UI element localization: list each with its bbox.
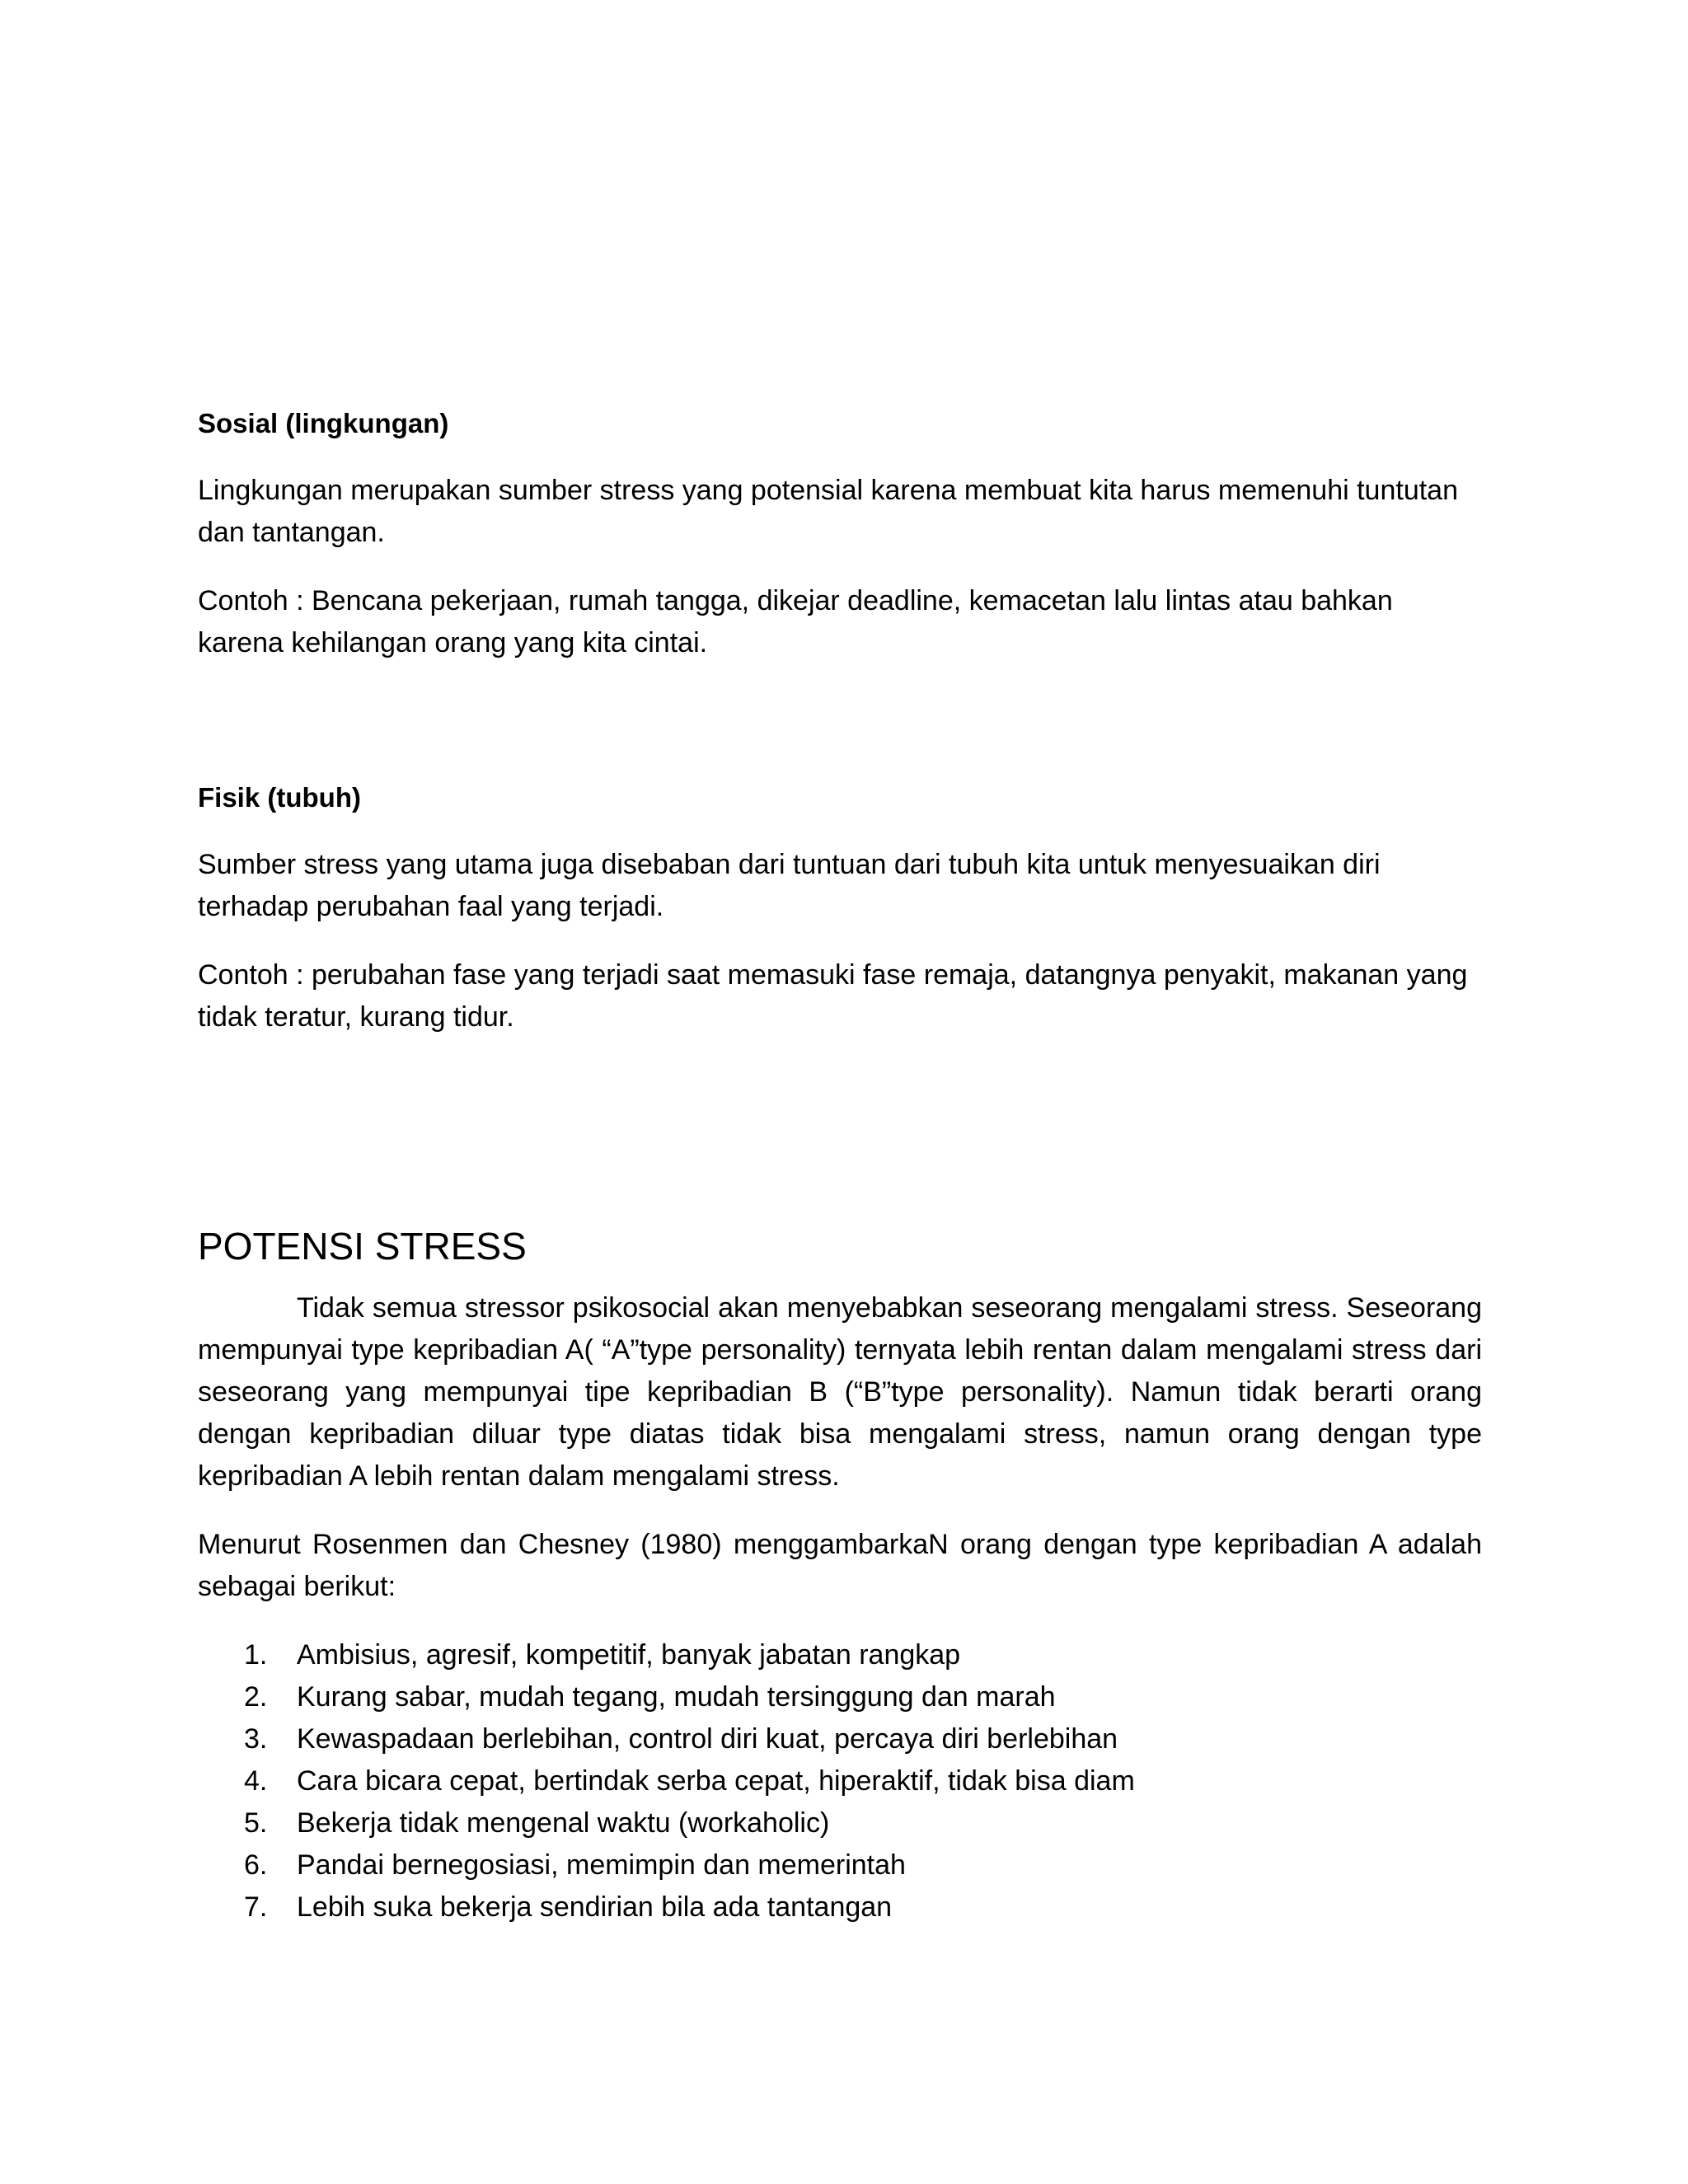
section-fisik [198, 776, 1482, 1038]
list-number: 1. [244, 1639, 268, 1671]
page-heading: POTENSI STRESS [198, 1225, 527, 1268]
type-a-characteristics-list [198, 1634, 1482, 1929]
list-text: Bekerja tidak mengenal waktu (workaholic) [297, 1807, 830, 1839]
section-potensi-stress [198, 1221, 1482, 1929]
paragraph: Tidak semua stressor psikosocial akan menyebabkan seseorang mengalami stress. Seseorang mempunyai type kepribadian A( “A”type personality) ternyata lebih rentan dalam mengalami stress dari seseorang yang mempunyai tipe kepribadian B (“B”type personality). Namun tidak berarti orang dengan kepribadian diluar type diatas tidak bisa mengalami stress, namun orang dengan type kepribadian A lebih rentan dalam mengalami stress. [198, 1292, 1482, 1492]
document-page [198, 402, 1482, 1929]
list-text: Lebih suka bekerja sendirian bila ada tantangan [297, 1891, 893, 1923]
list-number: 4. [244, 1765, 268, 1797]
paragraph: Contoh : Bencana pekerjaan, rumah tangga, dikejar deadline, kemacetan lalu lintas atau bahkan karena kehilangan orang yang kita cintai. [198, 585, 1393, 658]
list-text: Kurang sabar, mudah tegang, mudah tersinggung dan marah [297, 1681, 1056, 1713]
list-number: 3. [244, 1723, 268, 1755]
list-number: 7. [244, 1891, 268, 1923]
paragraph: Contoh : perubahan fase yang terjadi saat memasuki fase remaja, datangnya penyakit, makanan yang tidak teratur, kurang tidur. [198, 959, 1468, 1033]
list-item [198, 1802, 1482, 1844]
list-item [198, 1886, 1482, 1929]
section-title: Fisik (tubuh) [198, 782, 361, 813]
list-item [198, 1634, 1482, 1676]
list-text: Ambisius, agresif, kompetitif, banyak jabatan rangkap [297, 1639, 961, 1671]
list-text: Kewaspadaan berlebihan, control diri kuat, percaya diri berlebihan [297, 1723, 1118, 1755]
list-item [198, 1760, 1482, 1802]
list-item [198, 1676, 1482, 1718]
list-number: 5. [244, 1807, 268, 1839]
list-text: Pandai bernegosiasi, memimpin dan memerintah [297, 1849, 906, 1881]
section-sosial [198, 402, 1482, 664]
list-text: Cara bicara cepat, bertindak serba cepat, hiperaktif, tidak bisa diam [297, 1765, 1135, 1797]
paragraph: Sumber stress yang utama juga disebaban dari tuntuan dari tubuh kita untuk menyesuaikan diri terhadap perubahan faal yang terjadi. [198, 849, 1381, 922]
paragraph: Menurut Rosenmen dan Chesney (1980) menggambarkaN orang dengan type kepribadian A adalah sebagai berikut: [198, 1529, 1482, 1602]
paragraph: Lingkungan merupakan sumber stress yang potensial karena membuat kita harus memenuhi tuntutan dan tantangan. [198, 475, 1458, 548]
section-title: Sosial (lingkungan) [198, 408, 449, 438]
list-item [198, 1718, 1482, 1760]
list-item [198, 1844, 1482, 1886]
list-number: 6. [244, 1849, 268, 1881]
list-number: 2. [244, 1681, 268, 1713]
